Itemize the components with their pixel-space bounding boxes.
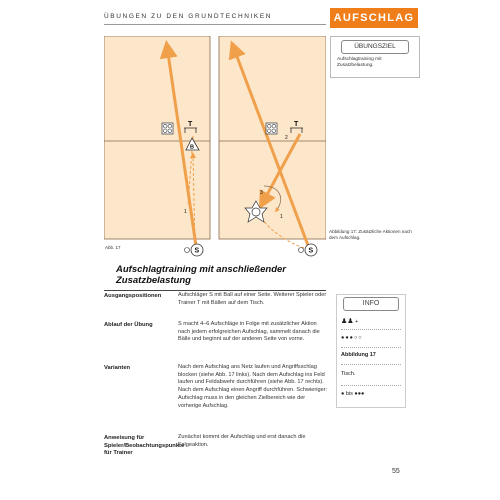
- section-rule: [104, 290, 326, 291]
- players-extra: +: [355, 319, 359, 325]
- chapter-banner: AUFSCHLAG: [330, 8, 418, 28]
- path-number-1-right: 1: [280, 214, 283, 220]
- info-box: [336, 294, 406, 408]
- ball-left: [185, 248, 190, 253]
- path-number-1-left: 1: [184, 209, 187, 215]
- exercise-diagram: [104, 36, 326, 261]
- goal-box: [330, 36, 420, 78]
- goal-title: ÜBUNGSZIEL: [341, 40, 409, 54]
- ball-right: [299, 248, 304, 253]
- info-divider: [341, 364, 401, 365]
- section-title: Aufschlagtraining mit anschließender Zusatzbelastung: [116, 264, 286, 286]
- trainer-marker-right: T: [294, 121, 299, 128]
- info-figure: Abbildung 17: [341, 352, 376, 358]
- section-header: ÜBUNGEN ZU DEN GRUNDTECHNIKEN: [104, 13, 273, 20]
- info-players: [341, 317, 401, 325]
- info-title: INFO: [343, 297, 399, 311]
- row-text-variants: Nach dem Aufschlag ans Netz laufen und Angriffsschlag blocken (siehe Abb. 17 links). Nach dem Aufschlag ins Feld laufen und Feldabwehr durchführen (siehe Abb. 17 rechts). Nach dem Aufschlag einen Angriff durchführen. Schwieriger: Aufschlag muss in den gleichen Zielbereich wie der vorherige Aufschlag.: [178, 364, 328, 409]
- row-text-start: Aufschläger S mit Ball auf einer Seite. Weiterer Spieler oder Trainer T mit Bällen auf dem Tisch.: [178, 292, 327, 306]
- row-label-flow: Ablauf der Übung: [104, 322, 153, 328]
- path-number-2: 2: [285, 135, 288, 141]
- ball-basket-icon: [266, 123, 277, 134]
- info-divider: [341, 347, 401, 348]
- players-icon: ♟♟: [341, 318, 354, 325]
- figure-caption: Abbildung 17: Zusätzliche Aktionen nach dem Aufschlag.: [329, 229, 412, 240]
- row-label-variants: Varianten: [104, 365, 131, 371]
- header-rule: [104, 24, 326, 25]
- row-text-flow: S macht 4–6 Aufschläge in Folge mit zusätzlicher Aktion nach jedem erfolgreichen Aufschlag, sammelt danach die Bälle und beginnt auf der anderen Seite von vorne.: [178, 321, 320, 343]
- info-equipment: Tisch.: [341, 371, 356, 377]
- player-b-label: B: [190, 144, 194, 151]
- info-divider: [341, 329, 401, 330]
- info-level: ●●●○○: [341, 335, 363, 341]
- ball-basket-icon: [162, 123, 173, 134]
- row-label-instructions: Anweisung für Spieler/Beobachtungspunkte für Trainer: [104, 435, 185, 456]
- server-label-left: S: [194, 247, 200, 255]
- row-label-start: Ausgangspositionen: [104, 293, 162, 299]
- info-divider: [341, 385, 401, 386]
- trainer-marker: T: [188, 121, 193, 128]
- server-label-right: S: [308, 247, 314, 255]
- row-text-instructions: Zunächst kommt der Aufschlag und erst danach die Folgeaktion.: [178, 434, 306, 448]
- info-intensity: ● bis ●●●: [341, 391, 365, 397]
- path-number-3: 3: [260, 190, 263, 196]
- right-court: [219, 36, 326, 239]
- page-number: 55: [392, 468, 400, 475]
- figure-label: Abb. 17: [105, 245, 121, 250]
- goal-text: Aufschlagtraining mit Zusatzbelastung.: [337, 57, 382, 68]
